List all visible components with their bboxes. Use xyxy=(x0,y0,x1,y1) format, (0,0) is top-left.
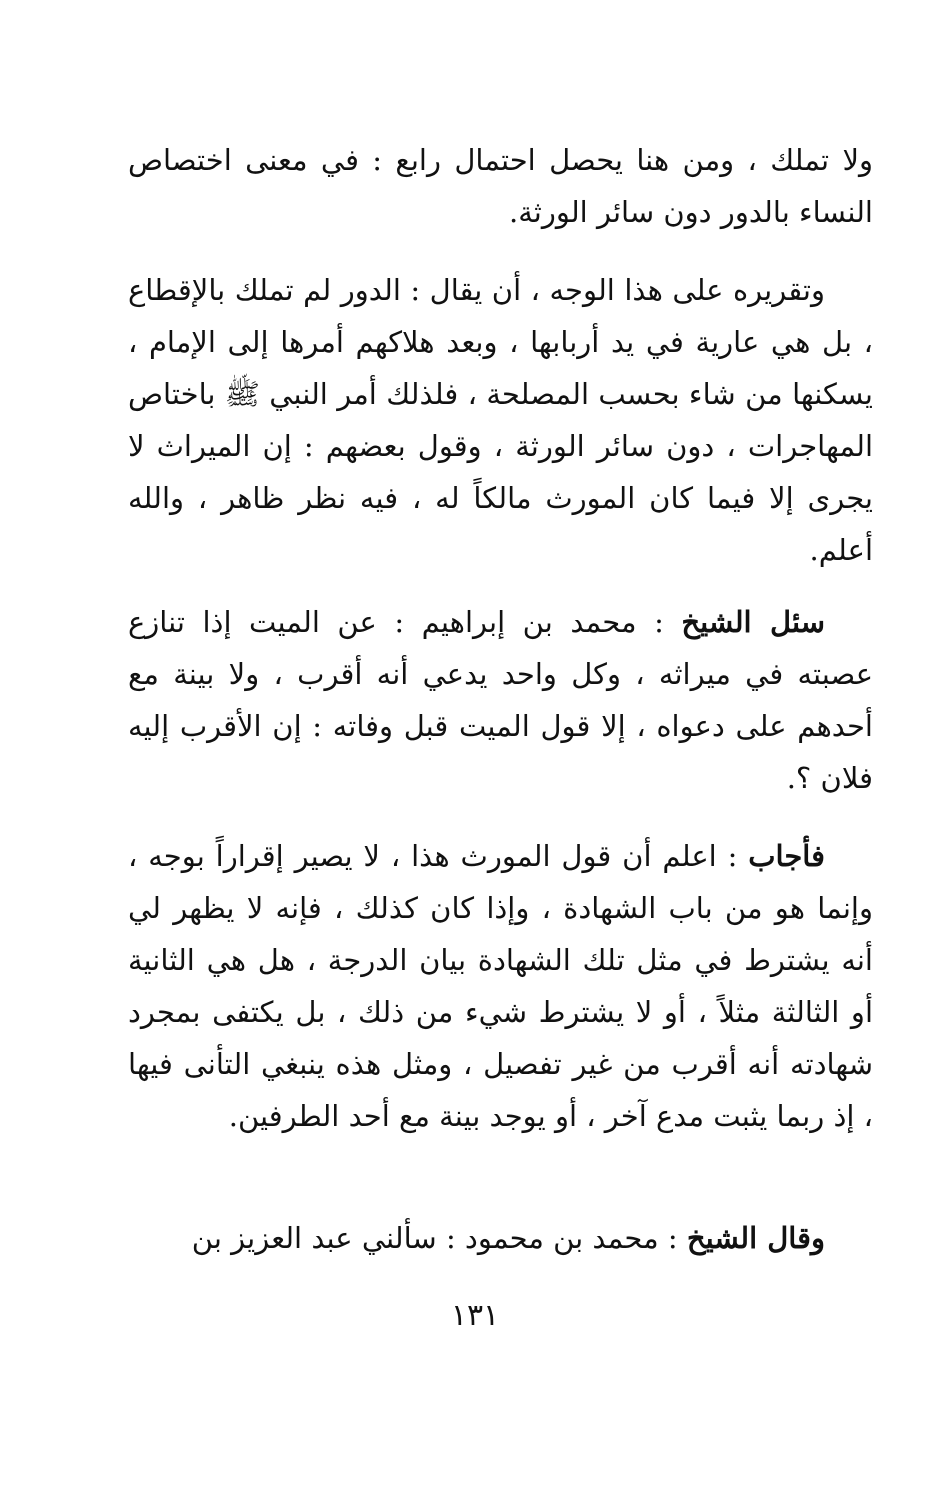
paragraph-3-lead: سئل الشيخ xyxy=(681,605,825,639)
paragraph-3 xyxy=(128,596,873,804)
paragraph-4 xyxy=(128,830,873,1142)
paragraph-2-text: وتقريره على هذا الوجه ، أن يقال : الدور لم تملك بالإقطاع ، بل هي عارية في يد أربابها ، وبعد هلاكهم أمرها إلى الإمام ، يسكنها من شاء بحسب المصلحة ، فلذلك أمر النبي ﷺ باختاص المهاجرات ، دون سائر الورثة ، وقول بعضهم : إن الميراث لا يجرى إلا فيما كان المورث مالكاً له ، فيه نظر ظاهر ، والله أعلم. xyxy=(128,273,873,567)
page-number: ١٣١ xyxy=(450,1298,500,1333)
paragraph-3-text: : محمد بن إبراهيم : عن الميت إذا تنازع عصبته في ميراثه ، وكل واحد يدعي أنه أقرب ، ولا بينة مع أحدهم على دعواه ، إلا قول الميت قبل وفاته : إن الأقرب إليه فلان ؟. xyxy=(128,605,873,795)
paragraph-1 xyxy=(128,134,873,238)
paragraph-2 xyxy=(128,264,873,576)
paragraph-4-lead: فأجاب xyxy=(748,839,825,873)
paragraph-5-text: : محمد بن محمود : سألني عبد العزيز بن xyxy=(191,1221,687,1255)
paragraph-5-lead: وقال الشيخ xyxy=(686,1221,825,1255)
paragraph-5 xyxy=(128,1212,873,1264)
paragraph-1-text: ولا تملك ، ومن هنا يحصل احتمال رابع : في معنى اختصاص النساء بالدور دون سائر الورثة. xyxy=(128,143,873,229)
paragraph-4-text: : اعلم أن قول المورث هذا ، لا يصير إقراراً بوجه ، وإنما هو من باب الشهادة ، وإذا كان كذلك ، فإنه لا يظهر لي أنه يشترط في مثل تلك الشهادة بيان الدرجة ، هل هي الثانية أو الثالثة مثلاً ، أو لا يشترط شيء من ذلك ، بل يكتفى بمجرد شهادته أنه أقرب من غير تفصيل ، ومثل هذه ينبغي التأنى فيها ، إذ ربما يثبت مدع آخر ، أو يوجد بينة مع أحد الطرفين. xyxy=(128,839,873,1133)
